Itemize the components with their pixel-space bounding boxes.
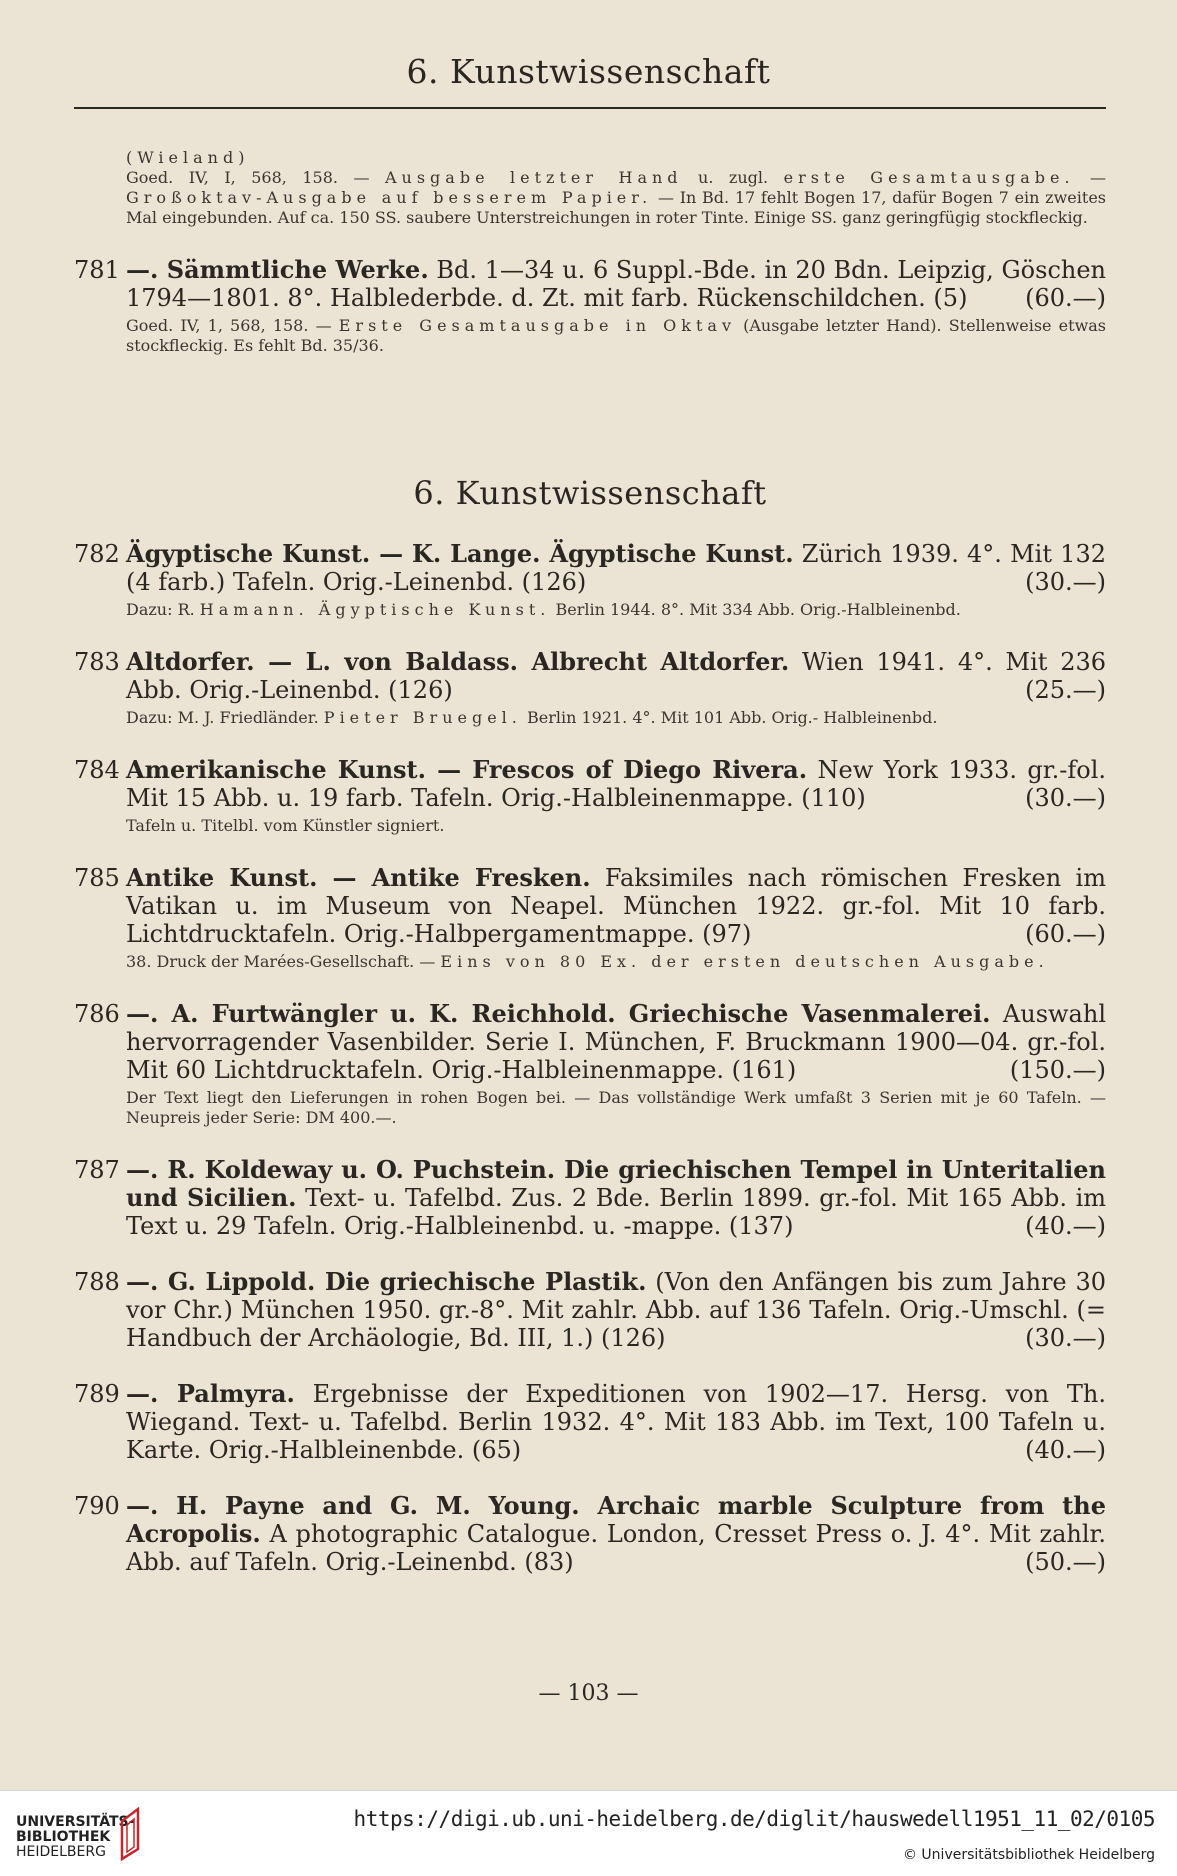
entry-description: (Von den Anfängen bis zum Jahre 30 vor Chr.) München 1950. gr.-8°. Mit zahlr. Abb. auf 136 Tafeln. Orig.-Umschl. (= Handbuch der Archäologie, Bd. III, 1.) (126) <box>126 1268 1106 1352</box>
entry-number: 783 <box>74 648 120 676</box>
library-logo-icon[interactable] <box>118 1805 142 1861</box>
entry-note <box>74 816 1106 836</box>
entry-description: Faksimiles nach römischen Fresken im Vatikan u. im Museum von Neapel. München 1922. gr.-fol. Mit 10 farb. Lichtdrucktafeln. Orig.-Halbpergamentmappe. (97) <box>126 864 1106 948</box>
entry-main <box>74 1268 1106 1352</box>
header-rule <box>74 107 1106 109</box>
entry-number: 789 <box>74 1380 120 1408</box>
entry-main <box>74 1492 1106 1576</box>
copyright-notice: © Universitätsbibliothek Heidelberg <box>902 1847 1155 1863</box>
entry-number: 790 <box>74 1492 120 1520</box>
entry-note-spaced: Hamann. Ägyptische Kunst. <box>199 600 551 619</box>
catalog-entry <box>74 1492 1106 1576</box>
entry-main <box>74 864 1106 948</box>
entry-description: Zürich 1939. 4°. Mit 132 (4 farb.) Tafeln. Orig.-Leinenbd. (126) <box>126 540 1106 596</box>
entry-note-text: Dazu: M. J. Friedländer. <box>126 708 324 727</box>
page-content <box>74 148 1106 1576</box>
entry-note <box>74 708 1106 728</box>
catalog-entry <box>74 1380 1106 1464</box>
library-logo-text[interactable] <box>16 1815 134 1860</box>
entry-title: —. H. Payne and G. M. Young. Archaic marble Sculpture from the Acropolis. <box>126 1491 1106 1548</box>
entry-number: 788 <box>74 1268 120 1296</box>
viewer-footer <box>0 1790 1177 1876</box>
entry-title: Altdorfer. — L. von Baldass. Albrecht Altdorfer. <box>126 647 790 676</box>
note-spaced-text: Großoktav-Ausgabe auf besserem Papier. <box>126 188 653 207</box>
entry-note-text: Der Text liegt den Lieferungen in rohen Bogen bei. — Das vollständige Werk umfaßt 3 Serien mit je 60 Tafeln. — Neupreis jeder Serie: DM 400.—. <box>126 1088 1106 1127</box>
entry-price: (25.—) <box>1025 676 1106 704</box>
entry-price: (40.—) <box>1025 1212 1106 1240</box>
entry-price: (40.—) <box>1025 1436 1106 1464</box>
entry-title: —. Sämmtliche Werke. <box>126 255 429 284</box>
logo-line: HEIDELBERG <box>16 1844 106 1860</box>
entry-number: 787 <box>74 1156 120 1184</box>
note-text: Goed. IV, I, 568, 158. — <box>126 168 385 187</box>
entry-price: (30.—) <box>1025 1324 1106 1352</box>
entry-note-spaced: Erste Gesamtausgabe in Oktav <box>338 316 736 335</box>
page-number: — 103 — <box>538 1681 639 1706</box>
note-head: (Wieland) <box>126 148 250 167</box>
entry-number: 785 <box>74 864 120 892</box>
entry-number: 781 <box>74 256 120 284</box>
entry-main <box>74 1380 1106 1464</box>
running-head: 6. Kunstwissenschaft <box>406 52 771 91</box>
catalog-entry <box>74 648 1106 728</box>
entry-main <box>74 648 1106 704</box>
entry-note <box>74 600 1106 620</box>
note-spaced-text: Ausgabe letzter Hand <box>384 168 683 187</box>
logo-line: BIBLIOTHEK <box>16 1829 111 1845</box>
entry-title: —. Palmyra. <box>126 1379 295 1408</box>
entry-price: (50.—) <box>1025 1548 1106 1576</box>
entry-note-text: 38. Druck der Marées-Gesellschaft. — <box>126 952 441 971</box>
entry-title: Antike Kunst. — Antike Fresken. <box>126 863 591 892</box>
entry-title: Ägyptische Kunst. — K. Lange. Ägyptische Kunst. <box>126 539 794 568</box>
entry-number: 784 <box>74 756 120 784</box>
entry-main <box>74 1000 1106 1084</box>
continued-note <box>74 148 1106 228</box>
entry-note-text: Goed. IV, 1, 568, 158. — <box>126 316 339 335</box>
catalog-entry <box>74 540 1106 620</box>
entry-title: Amerikanische Kunst. — Frescos of Diego Rivera. <box>126 755 808 784</box>
entry-price: (60.—) <box>1025 284 1106 312</box>
entry-main <box>74 1156 1106 1240</box>
entry-note-text: Dazu: R. <box>126 600 200 619</box>
catalog-entry <box>74 256 1106 356</box>
logo-line: UNIVERSITÄTS- <box>16 1814 135 1830</box>
entry-note <box>74 316 1106 356</box>
entry-main <box>74 256 1106 312</box>
entry-price: (150.—) <box>1009 1056 1106 1084</box>
entry-description: Bd. 1—34 u. 6 Suppl.-Bde. in 20 Bdn. Leipzig, Göschen 1794—1801. 8°. Halblederbde. d. Zt. mit farb. Rückenschildchen. (5) <box>126 256 1106 312</box>
permalink-url[interactable]: https://digi.ub.uni-heidelberg.de/diglit/hauswedell1951_11_02/0105 <box>353 1807 1155 1831</box>
catalog-entry <box>74 1156 1106 1240</box>
catalog-entry <box>74 756 1106 836</box>
entry-price: (60.—) <box>1025 920 1106 948</box>
entry-title: —. A. Furtwängler u. K. Reichhold. Griechische Vasenmalerei. <box>126 999 991 1028</box>
entry-note-spaced: Eins von 80 Ex. der ersten deutschen Ausgabe. <box>440 952 1049 971</box>
entry-description: A photographic Catalogue. London, Cresset Press o. J. 4°. Mit zahlr. Abb. auf Tafeln. Orig.-Leinenbd. (83) <box>126 1520 1106 1576</box>
entry-number: 786 <box>74 1000 120 1028</box>
catalog-entry <box>74 864 1106 972</box>
entry-main <box>74 756 1106 812</box>
entry-description: Text- u. Tafelbd. Zus. 2 Bde. Berlin 1899. gr.-fol. Mit 165 Abb. im Text u. 29 Tafeln. Orig.-Halbleinenbd. u. -mappe. (137) <box>126 1184 1106 1240</box>
entry-number: 782 <box>74 540 120 568</box>
entry-description: Wien 1941. 4°. Mit 236 Abb. Orig.-Leinenbd. (126) <box>126 648 1106 704</box>
entry-note-spaced: Pieter Bruegel. <box>323 708 522 727</box>
note-text: — In Bd. 17 fehlt Bogen 17, dafür Bogen 7 ein zweites Mal eingebunden. Auf ca. 150 SS. saubere Unterstreichungen in roter Tinte. Einige SS. ganz geringfügig stockfleckig. <box>126 188 1107 227</box>
entry-note-text: Berlin 1921. 4°. Mit 101 Abb. Orig.- Halbleinenbd. <box>521 708 938 727</box>
entry-price: (30.—) <box>1025 784 1106 812</box>
note-text: u. zugl. <box>682 168 784 187</box>
note-text: — <box>1074 168 1107 187</box>
entry-note-text: (Ausgabe letzter Hand). Stellenweise etwas stockfleckig. Es fehlt Bd. 35/36. <box>126 316 1107 355</box>
entry-description: Ergebnisse der Expeditionen von 1902—17. Hersg. von Th. Wiegand. Text- u. Tafelbd. Berlin 1932. 4°. Mit 183 Abb. im Text, 100 Tafeln u. Karte. Orig.-Halbleinenbde. (65) <box>126 1380 1106 1464</box>
entry-main <box>74 540 1106 596</box>
entry-note <box>74 1088 1106 1128</box>
entry-description: New York 1933. gr.-fol. Mit 15 Abb. u. 19 farb. Tafeln. Orig.-Halbleinenmappe. (110) <box>126 756 1107 812</box>
section-title: 6. Kunstwissenschaft <box>413 474 767 512</box>
entry-title: —. G. Lippold. Die griechische Plastik. <box>126 1267 647 1296</box>
note-spaced-text: erste Gesamtausgabe. <box>783 168 1075 187</box>
catalog-entry <box>74 1268 1106 1352</box>
entry-note-text: Berlin 1944. 8°. Mit 334 Abb. Orig.-Halbleinenbd. <box>550 600 961 619</box>
entry-description: Auswahl hervorragender Vasenbilder. Serie I. München, F. Bruckmann 1900—04. gr.-fol. Mit 60 Lichtdrucktafeln. Orig.-Halbleinenmappe. (161) <box>126 1000 1106 1084</box>
entry-title: —. R. Koldeway u. O. Puchstein. Die griechischen Tempel in Unteritalien und Sicilien. <box>126 1155 1106 1212</box>
catalog-entry <box>74 1000 1106 1128</box>
entry-note <box>74 952 1106 972</box>
entry-price: (30.—) <box>1025 568 1106 596</box>
entry-list <box>74 540 1106 1576</box>
entry-note-text: Tafeln u. Titelbl. vom Künstler signiert. <box>126 816 445 835</box>
